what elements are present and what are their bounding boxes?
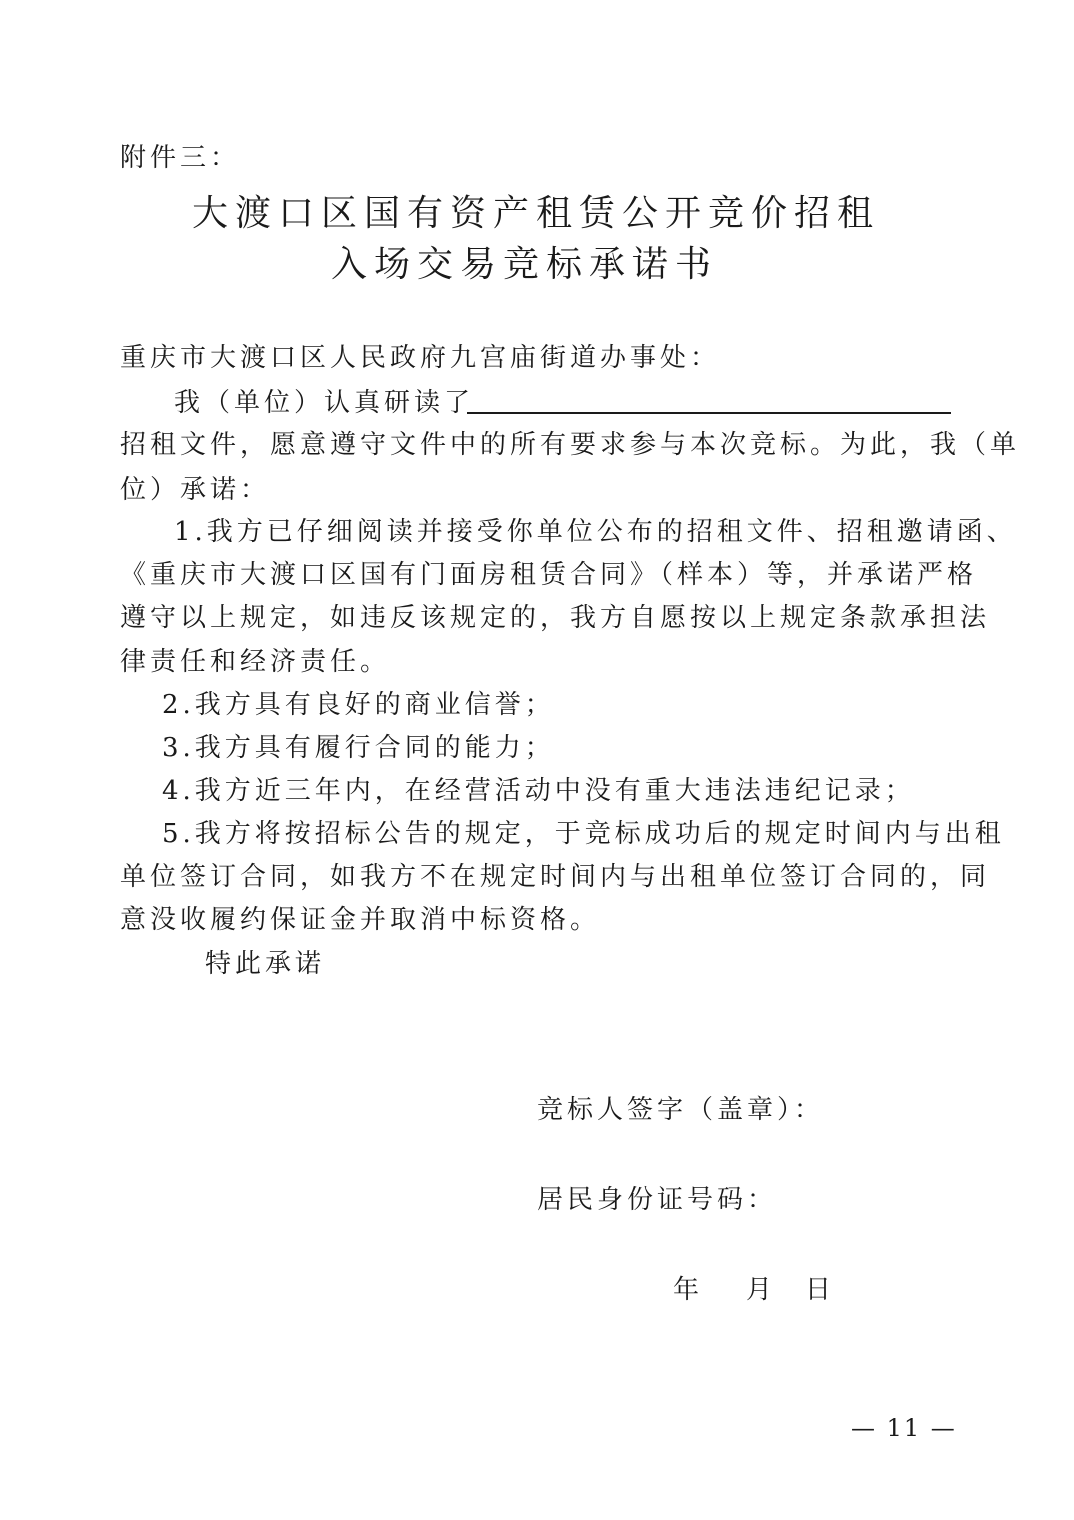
addressee: 重庆市大渡口区人民政府九宫庙街道办事处： [120,343,721,373]
attachment-label: 附件三： [120,143,241,173]
date-month: 月 [746,1275,777,1305]
bidder-signature-label: 竞标人签字（盖章）： [537,1095,825,1125]
closing-statement: 特此承诺 [205,949,326,979]
id-number-label: 居民身份证号码： [537,1185,778,1215]
document-title-line1: 大渡口区国有资产租赁公开竞价招租 [192,193,881,234]
item1-line2: 《重庆市大渡口区国有门面房租赁合同》（样本）等，并承诺严格 [120,560,978,590]
document-name-blank-line [467,412,951,414]
item5-line3: 意没收履约保证金并取消中标资格。 [120,905,601,935]
document-title-line2: 入场交易竞标承诺书 [331,244,719,285]
intro-line1: 我（单位）认真研读了 [174,388,475,418]
intro-line2: 招租文件，愿意遵守文件中的所有要求参与本次竞标。为此，我（单 [120,430,1021,460]
item4: 4.我方近三年内，在经营活动中没有重大违法违纪记录； [162,776,915,806]
date-year: 年 [673,1275,704,1305]
page-number: — 11 — [851,1414,957,1442]
item5-line1: 5.我方将按招标公告的规定，于竞标成功后的规定时间内与出租 [162,819,1005,849]
item1-line3: 遵守以上规定，如违反该规定的，我方自愿按以上规定条款承担法 [120,603,991,633]
intro-line3: 位）承诺： [120,475,271,505]
item1-line4: 律责任和经济责任。 [120,647,391,677]
item3: 3.我方具有履行合同的能力； [162,733,555,763]
item1-line1: 1.我方已仔细阅读并接受你单位公布的招租文件、招租邀请函、 [174,517,1017,547]
item2: 2.我方具有良好的商业信誉； [162,690,555,720]
date-day: 日 [805,1275,836,1305]
item5-line2: 单位签订合同，如我方不在规定时间内与出租单位签订合同的，同 [120,862,991,892]
